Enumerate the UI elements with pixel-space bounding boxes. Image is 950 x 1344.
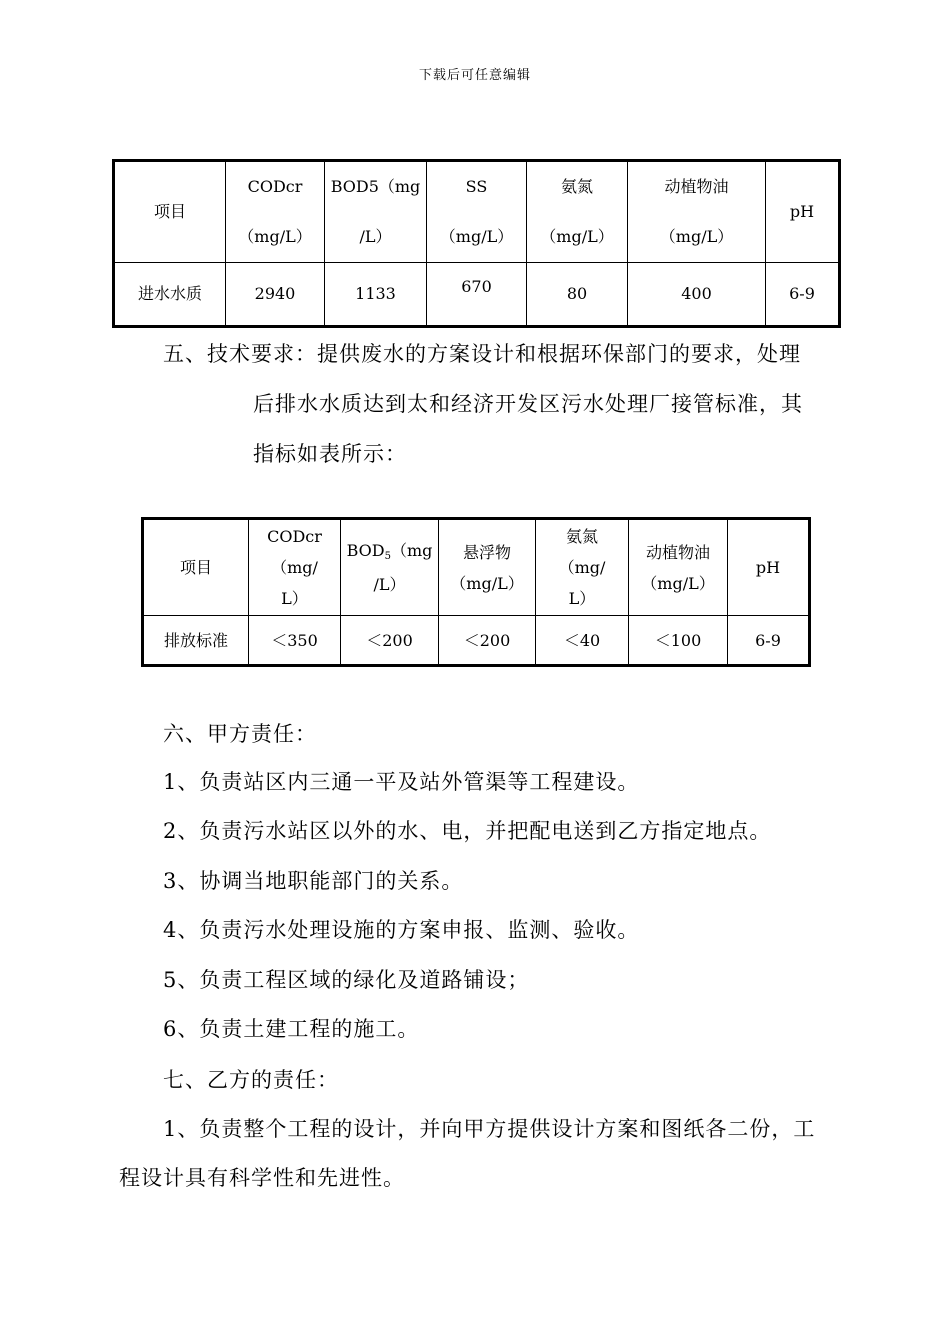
cell-ph: 6-9 (766, 263, 840, 327)
header-ph: pH (766, 161, 840, 263)
header-ammonia: 氨氮 （mg/ L） (536, 519, 629, 616)
cell-ph: 6-9 (728, 616, 810, 666)
list-item: 5、负责工程区域的绿化及道路铺设； (163, 968, 530, 992)
header-ammonia: 氨氮 （mg/L） (527, 161, 628, 263)
section7-title: 七、乙方的责任： (163, 1068, 339, 1092)
header-bod5: $BOD_5(mg$ /L） (341, 519, 439, 616)
section7-item1-line1: 1、负责整个工程的设计，并向甲方提供设计方案和图纸各二份，工 (163, 1117, 816, 1141)
header-ss: SS （mg/L） (427, 161, 527, 263)
cell-ammonia: ＜40 (536, 616, 629, 666)
header-item: 项目 (114, 161, 226, 263)
header-oil: 动植物油 （mg/L） (629, 519, 728, 616)
header-codcr: CODcr （mg/L） (226, 161, 325, 263)
cell-bod5: ＜200 (341, 616, 439, 666)
header-oil: 动植物油 （mg/L） (628, 161, 766, 263)
cell-oil: 400 (628, 263, 766, 327)
cell-suspended-solids: ＜200 (439, 616, 536, 666)
section6-title: 六、甲方责任： (163, 722, 317, 746)
influent-quality-table (112, 159, 841, 328)
section5-line3: 指标如表所示： (253, 442, 407, 466)
cell-oil: ＜100 (629, 616, 728, 666)
table-header-row (143, 519, 810, 616)
cell-codcr: ＜350 (249, 616, 341, 666)
page-header: 下载后可任意编辑 (418, 68, 531, 83)
header-codcr: CODcr （mg/ L） (249, 519, 341, 616)
table-row (143, 616, 810, 666)
discharge-standard-table (141, 517, 811, 667)
header-suspended-solids: 悬浮物 （mg/L） (439, 519, 536, 616)
cell-label: 排放标准 (143, 616, 249, 666)
table-row (114, 263, 840, 327)
list-item: 3、协调当地职能部门的关系。 (163, 869, 464, 893)
cell-codcr: 2940 (226, 263, 325, 327)
table-header-row (114, 161, 840, 263)
header-bod5: BOD5（mg /L） (325, 161, 427, 263)
section7-item1-line2: 程设计具有科学性和先进性。 (119, 1166, 405, 1190)
section5-line2: 后排水水质达到太和经济开发区污水处理厂接管标准，其 (253, 392, 803, 416)
list-item: 4、负责污水处理设施的方案申报、监测、验收。 (163, 918, 640, 942)
cell-label: 进水水质 (114, 263, 226, 327)
list-item: 1、负责站区内三通一平及站外管渠等工程建设。 (163, 770, 640, 794)
cell-ss: 670 (427, 263, 527, 327)
list-item: 2、负责污水站区以外的水、电，并把配电送到乙方指定地点。 (163, 819, 772, 843)
list-item: 6、负责土建工程的施工。 (163, 1017, 420, 1041)
header-item: 项目 (143, 519, 249, 616)
section5-line1: 五、技术要求：提供废水的方案设计和根据环保部门的要求，处理 (163, 342, 801, 366)
header-ph: pH (728, 519, 810, 616)
cell-ammonia: 80 (527, 263, 628, 327)
cell-bod5: 1133 (325, 263, 427, 327)
